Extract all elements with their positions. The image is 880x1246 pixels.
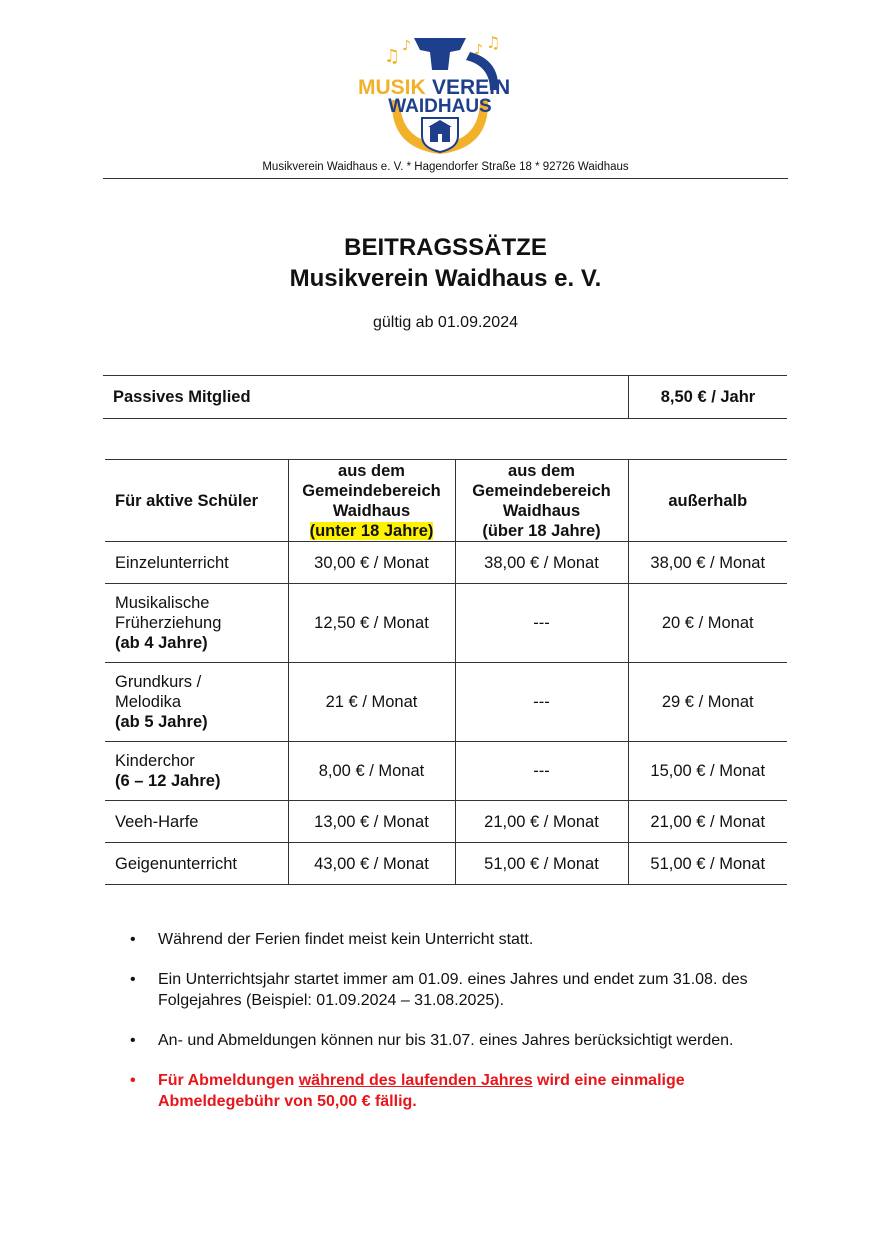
highlighted-age-label: (unter 18 Jahre) [309,521,434,540]
svg-text:♫: ♫ [384,46,401,67]
valid-from: gültig ab 01.09.2024 [372,314,518,331]
table-row [105,542,787,584]
cell-value: 43,00 € / Monat [288,843,455,885]
table-row [105,801,787,843]
table-row [105,663,787,742]
cancellation-fee-warning: • Für Abmeldungen während des laufenden Jahres wird eine einmalige Abmeldegebühr von 50,00 € fällig. [130,1070,790,1112]
cell-value: 51,00 € / Monat [628,843,787,885]
title-line-2: Musikverein Waidhaus e. V. [289,265,602,292]
cell-value: 12,50 € / Monat [288,584,455,663]
svg-text:♪: ♪ [402,38,411,54]
row-label: Grundkurs / Melodika (ab 5 Jahre) [105,663,288,742]
fees-table [105,459,787,885]
cell-value: 51,00 € / Monat [455,843,628,885]
page-title [103,232,788,294]
table-row [103,376,787,419]
row-label: Einzelunterricht [105,542,288,584]
header-local-over-18: aus dem Gemeindebereich Waidhaus (über 18 Jahre) [455,460,628,542]
cell-value: 38,00 € / Monat [628,542,787,584]
cell-value: --- [455,742,628,801]
table-row [105,843,787,885]
svg-text:♫: ♫ [486,33,501,52]
cell-value: 29 € / Monat [628,663,787,742]
cell-value: 21,00 € / Monat [455,801,628,843]
cell-value: --- [455,663,628,742]
title-line-1: BEITRAGSSÄTZE [344,234,547,261]
svg-text:♪: ♪ [474,42,483,58]
list-item: • Ein Unterrichtsjahr startet immer am 01.09. eines Jahres und endet zum 31.08. des Folgejahres (Beispiel: 01.09.2024 – 31.08.2025). [130,969,790,1011]
row-label: Geigenunterricht [105,843,288,885]
table-row [105,584,787,663]
header-local-under-18: aus dem Gemeindebereich Waidhaus (unter 18 Jahre) [288,460,455,542]
header-divider [103,178,788,179]
header-outside: außerhalb [628,460,787,542]
table-header-row [105,460,787,542]
svg-text:MUSIK: MUSIK [358,76,426,99]
row-label: Kinderchor (6 – 12 Jahre) [105,742,288,801]
passive-member-table [103,375,787,419]
cell-value: --- [455,584,628,663]
list-item: • Während der Ferien findet meist kein Unterricht statt. [130,929,790,950]
svg-text:VEREIN: VEREIN [432,76,511,99]
list-item: • An- und Abmeldungen können nur bis 31.07. eines Jahres berücksichtigt werden. [130,1030,790,1051]
musikverein-logo [350,30,530,160]
cell-value: 21 € / Monat [288,663,455,742]
cell-value: 21,00 € / Monat [628,801,787,843]
header-address: Musikverein Waidhaus e. V. * Hagendorfer Straße 18 * 92726 Waidhaus [262,161,629,173]
passive-label: Passives Mitglied [103,376,629,419]
cell-value: 38,00 € / Monat [455,542,628,584]
cell-value: 30,00 € / Monat [288,542,455,584]
row-label: Veeh-Harfe [105,801,288,843]
header-active-students: Für aktive Schüler [105,460,288,542]
row-label: Musikalische Früherziehung (ab 4 Jahre) [105,584,288,663]
svg-text:WAIDHAUS: WAIDHAUS [388,96,492,117]
cell-value: 8,00 € / Monat [288,742,455,801]
passive-price: 8,50 € / Jahr [629,376,788,419]
cell-value: 20 € / Monat [628,584,787,663]
table-row [105,742,787,801]
cell-value: 13,00 € / Monat [288,801,455,843]
cell-value: 15,00 € / Monat [628,742,787,801]
notes-list [130,929,790,1131]
